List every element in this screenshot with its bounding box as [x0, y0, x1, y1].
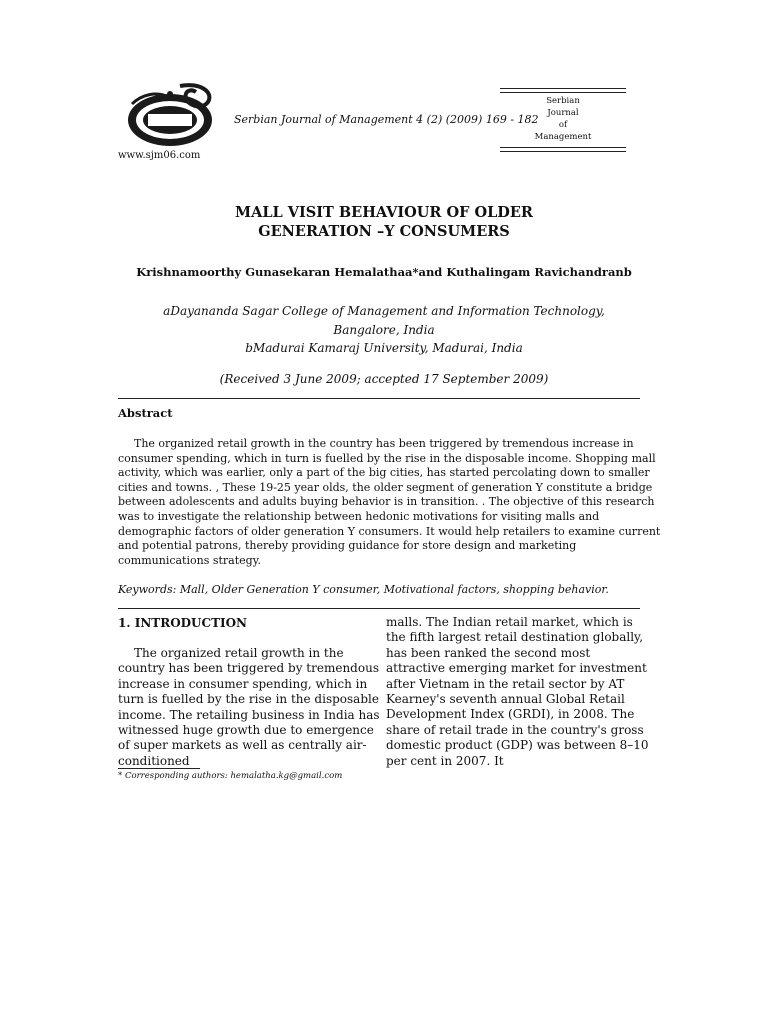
- journal-name-line: Journal: [547, 108, 579, 118]
- footnote: * Corresponding authors: hemalatha.kg@gmail.com: [118, 771, 343, 781]
- journal-name-line: Management: [534, 132, 592, 142]
- paragraph: The organized retail growth in the country has been triggered by tremendous increase in consumer spending, which in turn is fuelled by the rise in the disposable income. The retailing business in India has witnessed huge growth due to emergence of super markets as well as centrally air-conditioned: [118, 646, 380, 768]
- affiliation-line: bMadurai Kamaraj University, Madurai, India: [245, 341, 523, 355]
- title-line: GENERATION –Y CONSUMERS: [258, 223, 510, 240]
- journal-logo: [122, 82, 222, 150]
- journal-name-box: [500, 88, 626, 152]
- abstract-text: The organized retail growth in the country has been triggered by tremendous increase in consumer spending, which in turn is fuelled by the rise in the disposable income. Shopping mall activity, which was earlier, only a part of the big cities, has started percolating down to smaller cities and towns. , These 19-25 year olds, the older segment of generation Y constitute a bridge between adolescents and adults buying behavior is in transition. . The objective of this research was to investigate the relationship between hedonic motivations for visiting malls and demographic factors of older generation Y consumers. It would help retailers to examine current and potential patrons, thereby providing guidance for store design and marketing communications strategy.: [118, 437, 661, 567]
- footnote-rule: [118, 768, 200, 769]
- affiliations: [0, 302, 768, 358]
- body-column-right: [386, 615, 650, 769]
- keywords: Keywords: Mall, Older Generation Y consumer, Motivational factors, shopping behavior.: [118, 583, 609, 596]
- title-line: MALL VISIT BEHAVIOUR OF OLDER: [235, 204, 533, 221]
- divider: [118, 398, 640, 399]
- affiliation-line: aDayananda Sagar College of Management and Information Technology,: [163, 304, 605, 318]
- received-dates: (Received 3 June 2009; accepted 17 September 2009): [219, 372, 549, 386]
- journal-name-line: Serbian: [546, 96, 580, 106]
- divider: [118, 608, 640, 609]
- article-title: [0, 203, 768, 241]
- abstract-body: [118, 437, 668, 568]
- author-list: Krishnamoorthy Gunasekaran Hemalathaa*and Kuthalingam Ravichandranb: [136, 265, 632, 279]
- journal-name-line: of: [558, 120, 568, 130]
- body-column-left: [118, 646, 380, 769]
- paragraph: malls. The Indian retail market, which is the fifth largest retail destination globally, has been ranked the second most attractive emerging market for investment after Vietnam in the retail sector by AT Kearney's seventh annual Global Retail Development Index (GRDI), in 2008. The share of retail trade in the country's gross domestic product (GDP) was between 8–10 per cent in 2007. It: [386, 615, 649, 768]
- section-heading: 1. INTRODUCTION: [118, 616, 248, 630]
- abstract-heading: Abstract: [118, 406, 173, 420]
- journal-citation: Serbian Journal of Management 4 (2) (2009) 169 - 182: [234, 113, 539, 126]
- website-url: www.sjm06.com: [118, 150, 201, 161]
- affiliation-line: Bangalore, India: [333, 322, 435, 337]
